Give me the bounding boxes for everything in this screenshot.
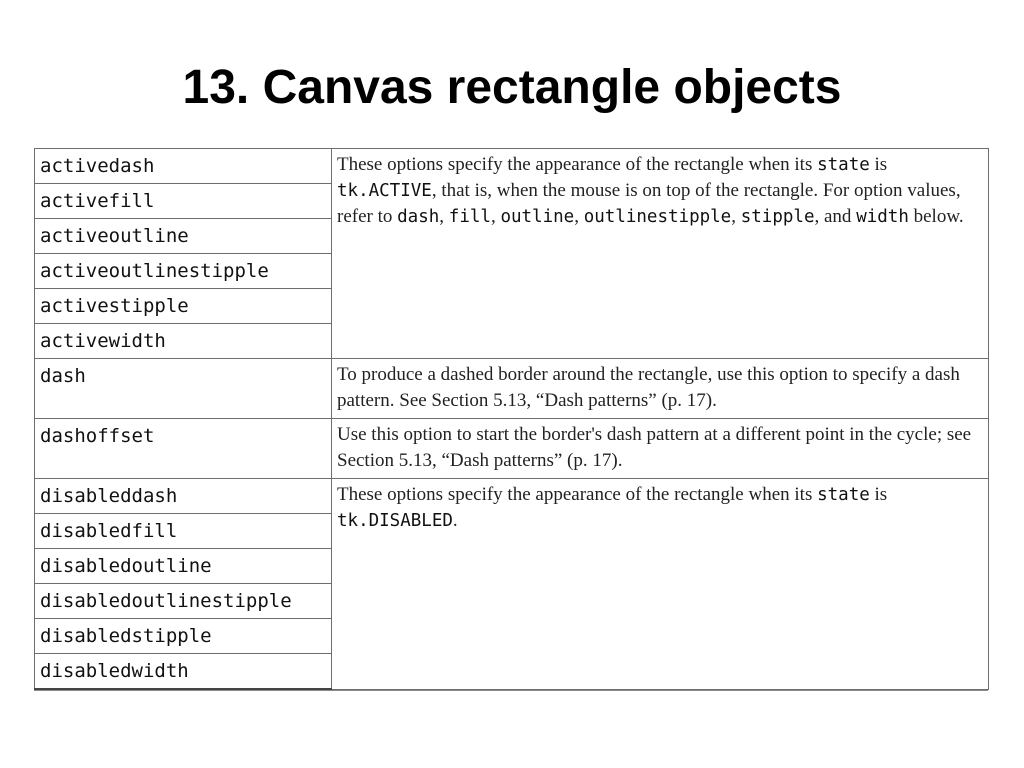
description-code: outline xyxy=(500,207,575,227)
option-name-disableddash: disableddash xyxy=(35,479,332,514)
option-name-disabledfill: disabledfill xyxy=(35,514,332,549)
description-code: width xyxy=(856,207,909,227)
option-name-activewidth: activewidth xyxy=(35,324,332,359)
description-text: below. xyxy=(908,206,964,227)
option-name-dash: dash xyxy=(35,359,332,419)
description-text: , and xyxy=(814,206,857,227)
description-text: , xyxy=(731,206,741,227)
description-text: These options specify the appearance of the rectangle when its xyxy=(337,484,818,505)
option-description xyxy=(332,149,989,359)
description-code: fill xyxy=(448,207,491,227)
description-code: stipple xyxy=(740,207,815,227)
option-description xyxy=(332,419,989,479)
option-name-disabledstipple: disabledstipple xyxy=(35,619,332,654)
option-name-dashoffset: dashoffset xyxy=(35,419,332,479)
table-row xyxy=(35,479,989,514)
description-code: outlinestipple xyxy=(583,207,732,227)
option-name-activefill: activefill xyxy=(35,184,332,219)
description-text: , that is, when the mouse is on top of the rectangle. For option values, refer to xyxy=(337,180,961,227)
option-name-activestipple: activestipple xyxy=(35,289,332,324)
description-code: tk.ACTIVE xyxy=(337,181,432,201)
option-name-disabledwidth: disabledwidth xyxy=(35,654,332,690)
description-text: Use this option to start the border's dash pattern at a different point in the cycle; see Section 5.13, “Dash patterns” (p. 17). xyxy=(337,424,972,471)
description-text: , xyxy=(574,206,584,227)
description-text: is xyxy=(869,484,888,505)
description-text: is xyxy=(869,154,888,175)
option-name-disabledoutline: disabledoutline xyxy=(35,549,332,584)
option-name-activeoutline: activeoutline xyxy=(35,219,332,254)
options-table xyxy=(34,148,989,690)
option-name-disabledoutlinestipple: disabledoutlinestipple xyxy=(35,584,332,619)
description-code: state xyxy=(817,155,870,175)
option-name-activedash: activedash xyxy=(35,149,332,184)
description-code: dash xyxy=(397,207,440,227)
slide-title: 13. Canvas rectangle objects xyxy=(182,61,842,114)
option-description xyxy=(332,479,989,690)
description-code: state xyxy=(817,485,870,505)
description-text: To produce a dashed border around the rectangle, use this option to specify a dash pattern. See Section 5.13, “Dash patterns” (p. 17). xyxy=(337,364,960,411)
description-text: , xyxy=(490,206,501,227)
option-description xyxy=(332,359,989,419)
description-text: . xyxy=(452,510,458,531)
table-row xyxy=(35,359,989,419)
description-text: These options specify the appearance of the rectangle when its xyxy=(337,154,818,175)
table-bottom-edge xyxy=(34,690,988,691)
description-code: tk.DISABLED xyxy=(337,511,453,531)
table-row xyxy=(35,419,989,479)
description-text: , xyxy=(439,206,449,227)
option-name-activeoutlinestipple: activeoutlinestipple xyxy=(35,254,332,289)
options-table-body xyxy=(35,149,989,690)
table-row xyxy=(35,149,989,184)
